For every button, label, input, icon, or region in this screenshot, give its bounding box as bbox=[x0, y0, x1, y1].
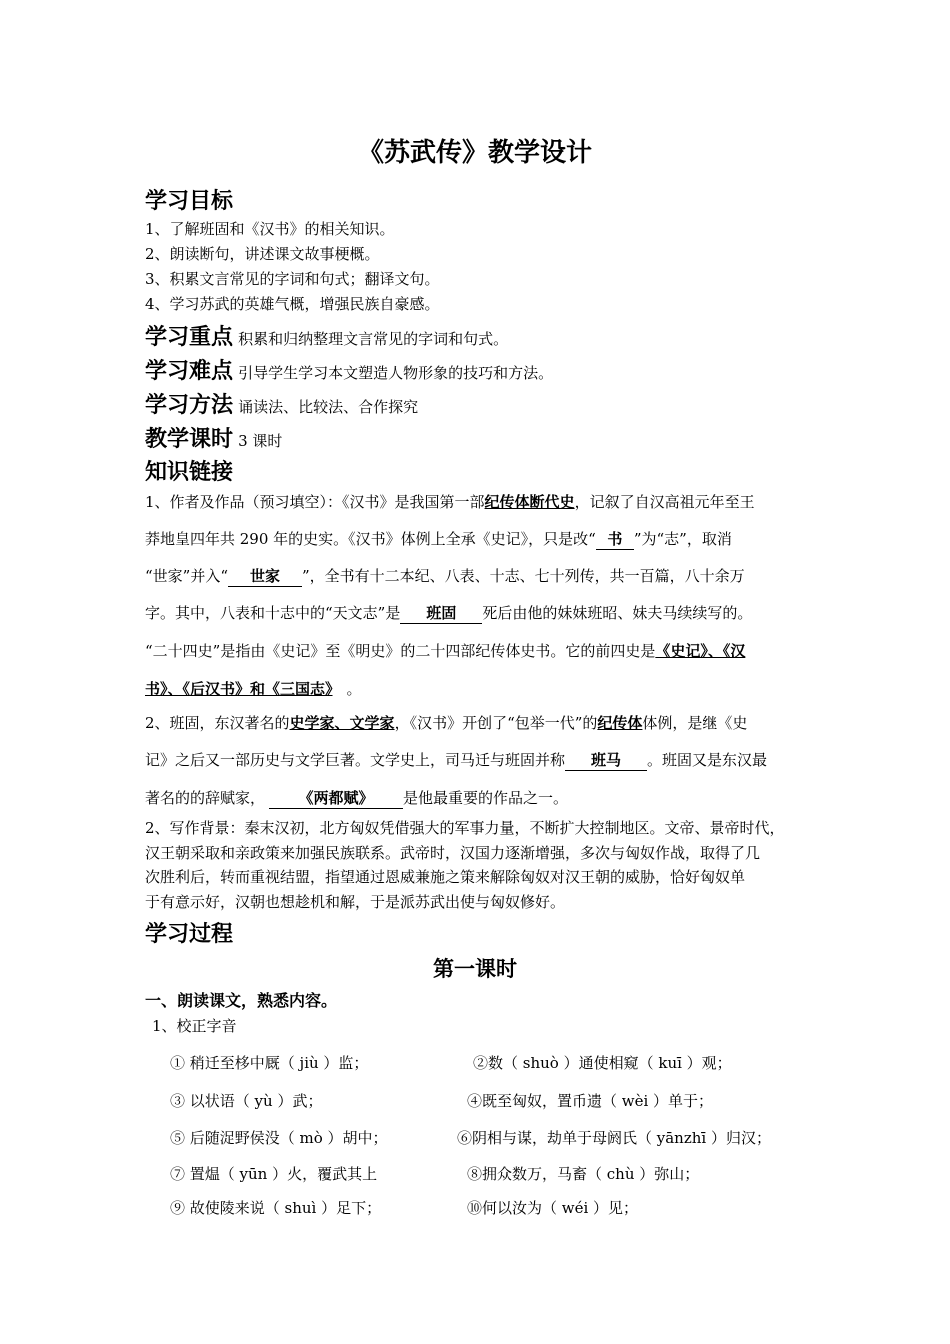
hours-text: 3 课时 bbox=[238, 432, 283, 450]
knowledge-p2-line bbox=[145, 787, 568, 809]
text-segment: 字。其中，八表和十志中的“天文志”是 bbox=[145, 604, 401, 622]
section-heading: 一、朗读课文，熟悉内容。 bbox=[145, 991, 338, 1010]
pinyin-item: ⑧拥众数万，马畜（ chù ）弥山； bbox=[467, 1165, 700, 1183]
text-segment: “二十四史”是指由《史记》至《明史》的二十四部纪传体史书。它的前四史是 bbox=[145, 642, 656, 660]
focus-heading: 学习重点 bbox=[145, 324, 234, 350]
underlined-answer: 史学家、文学家 bbox=[289, 714, 395, 732]
pinyin-item: ⑥阴相与谋，劫单于母阏氏（ yānzhī ）归汉； bbox=[457, 1129, 771, 1147]
background-line: 2、写作背景：秦末汉初，北方匈奴凭借强大的军事力量，不断扩大控制地区。文帝、景帝时代， bbox=[145, 819, 785, 837]
knowledge-p2-line bbox=[145, 712, 747, 733]
pinyin-item: ⑩何以汝为（ wéi ）见； bbox=[467, 1199, 639, 1217]
fill-blank-answer: 班马 bbox=[565, 749, 647, 771]
hours-heading: 教学课时 bbox=[145, 426, 234, 452]
background-line: 于有意示好，汉朝也想趁机和解，于是派苏武出使与匈奴修好。 bbox=[145, 893, 566, 911]
text-segment: “世家”并入“ bbox=[145, 567, 229, 585]
pinyin-item: ④既至匈奴，置币遗（ wèi ）单于； bbox=[467, 1092, 714, 1110]
text-segment: 1、作者及作品（预习填空）：《汉书》是我国第一部 bbox=[145, 493, 485, 511]
goal-item: 2、朗读断句，讲述课文故事梗概。 bbox=[145, 245, 380, 263]
knowledge-p1-line bbox=[145, 528, 732, 550]
underlined-answer: 《史记》、《汉 bbox=[655, 642, 746, 660]
process-heading: 学习过程 bbox=[145, 921, 234, 947]
fill-blank-answer: 书 bbox=[596, 528, 634, 550]
fill-blank-answer: 《两都赋》 bbox=[269, 787, 403, 809]
difficulty-heading: 学习难点 bbox=[145, 358, 234, 384]
text-segment: 记》之后又一部历史与文学巨著。文学史上，司马迁与班固并称 bbox=[145, 751, 566, 769]
text-segment: 2、班固，东汉著名的 bbox=[145, 714, 290, 732]
pinyin-item: ⑨ 故使陵来说（ shuì ）足下； bbox=[170, 1199, 382, 1217]
knowledge-heading: 知识链接 bbox=[145, 459, 234, 485]
text-segment: 死后由他的妹妹班昭、妹夫马续续写的。 bbox=[482, 604, 753, 622]
text-segment: ”，全书有十二本纪、八表、十志、七十列传，共一百篇，八十余万 bbox=[302, 567, 745, 585]
pinyin-item: ① 稍迁至栘中厩（ jiù ）监； bbox=[170, 1054, 369, 1072]
method-row bbox=[145, 388, 418, 419]
method-text: 诵读法、比较法、合作探究 bbox=[238, 398, 419, 416]
goal-item: 3、积累文言常见的字词和句式；翻译文句。 bbox=[145, 270, 440, 288]
pinyin-item: ②数（ shuò ）通使相窥（ kuī ）观； bbox=[473, 1054, 732, 1072]
lesson-title: 第一课时 bbox=[433, 956, 517, 981]
knowledge-p1-line bbox=[145, 491, 755, 512]
pinyin-item: ③ 以状语（ yù ）武； bbox=[170, 1092, 323, 1110]
underlined-answer: 纪传体 bbox=[597, 714, 643, 732]
fill-blank-answer: 班固 bbox=[400, 602, 482, 624]
underlined-answer: 纪传体断代史 bbox=[484, 493, 575, 511]
goal-item: 1、了解班固和《汉书》的相关知识。 bbox=[145, 220, 395, 238]
difficulty-row bbox=[145, 354, 553, 385]
knowledge-p1-line bbox=[145, 602, 752, 624]
knowledge-p2-line bbox=[145, 749, 767, 771]
knowledge-p1-line bbox=[145, 565, 745, 587]
text-segment: 著名的的辞赋家， bbox=[145, 789, 266, 807]
text-segment: ，记叙了自汉高祖元年至王 bbox=[574, 493, 755, 511]
text-segment: 。 bbox=[346, 680, 362, 698]
text-segment: 。班固又是东汉最 bbox=[647, 751, 768, 769]
goals-heading: 学习目标 bbox=[145, 188, 234, 214]
document-title: 《苏武传》教学设计 bbox=[357, 138, 592, 168]
focus-text: 积累和归纳整理文言常见的字词和句式。 bbox=[238, 330, 509, 348]
text-segment: 是他最重要的作品之一。 bbox=[403, 789, 569, 807]
knowledge-p1-line bbox=[145, 678, 362, 699]
background-line: 汉王朝采取和亲政策来加强民族联系。武帝时，汉国力逐渐增强，多次与匈奴作战，取得了几 bbox=[145, 844, 761, 862]
goal-item: 4、学习苏武的英雄气概，增强民族自豪感。 bbox=[145, 295, 440, 313]
focus-row bbox=[145, 320, 508, 351]
knowledge-p1-line bbox=[145, 640, 745, 661]
pinyin-item: ⑦ 置煴（ yūn ）火，覆武其上 bbox=[170, 1165, 378, 1183]
difficulty-text: 引导学生学习本文塑造人物形象的技巧和方法。 bbox=[238, 364, 554, 382]
background-line: 次胜利后，转而重视结盟，指望通过恩威兼施之策来解除匈奴对汉王朝的威胁，恰好匈奴单 bbox=[145, 868, 746, 886]
method-heading: 学习方法 bbox=[145, 392, 234, 418]
text-segment: 体例，是继《史 bbox=[642, 714, 748, 732]
subsection-heading: 1、校正字音 bbox=[152, 1017, 237, 1035]
hours-row bbox=[145, 422, 282, 453]
fill-blank-answer: 世家 bbox=[228, 565, 302, 587]
text-segment: 莽地皇四年共 290 年的史实。《汉书》体例上全承《史记》，只是改“ bbox=[145, 530, 596, 548]
pinyin-item: ⑤ 后随浞野侯没（ mò ）胡中； bbox=[170, 1129, 388, 1147]
text-segment: ，《汉书》开创了“包举一代”的 bbox=[394, 714, 598, 732]
underlined-answer: 书》、《后汉书》和《三国志》 bbox=[145, 680, 333, 698]
text-segment: ”为“志”，取消 bbox=[633, 530, 732, 548]
